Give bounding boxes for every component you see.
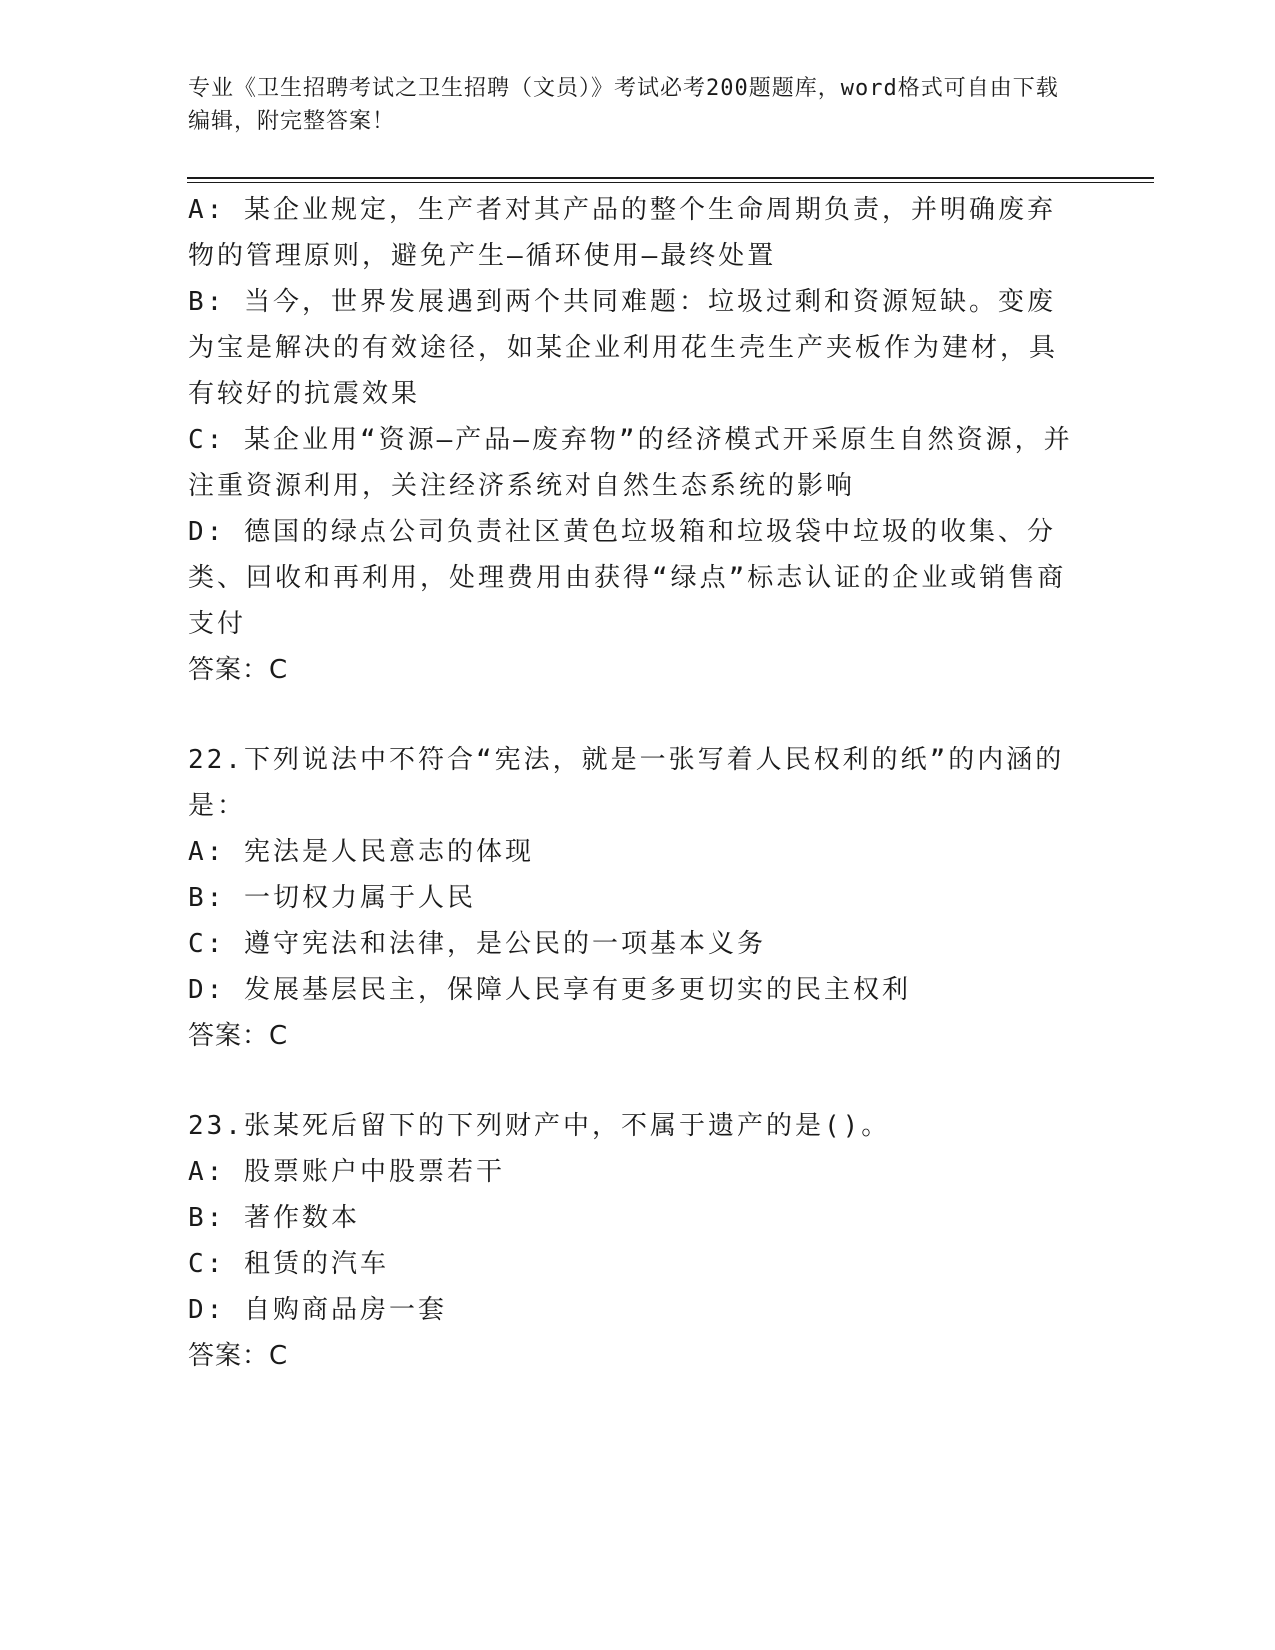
page-header: 专业《卫生招聘考试之卫生招聘（文员）》考试必考200题题库，word格式可自由下载编辑，附完整答案！ <box>188 76 1059 134</box>
document-body <box>188 187 1078 1379</box>
spacer <box>188 1059 1078 1103</box>
spacer <box>188 693 1078 737</box>
option-b: B: 著作数本 <box>188 1203 360 1233</box>
question-22-block <box>188 737 1078 1059</box>
option-c: C: 租赁的汽车 <box>188 1249 389 1279</box>
option-a: A: 某企业规定，生产者对其产品的整个生命周期负责，并明确废弃物的管理原则，避免产生—循环使用—最终处置 <box>188 195 1056 271</box>
option-b: B: 当今，世界发展遇到两个共同难题：垃圾过剩和资源短缺。变废为宝是解决的有效途径，如某企业利用花生壳生产夹板作为建材，具有较好的抗震效果 <box>188 287 1059 409</box>
option-d: D: 自购商品房一套 <box>188 1295 447 1325</box>
continued-question-block <box>188 187 1078 693</box>
option-c: C: 某企业用“资源—产品—废弃物”的经济模式开采原生自然资源，并注重资源利用，关注经济系统对自然生态系统的影响 <box>188 425 1073 501</box>
header-rule-thick <box>187 177 1154 179</box>
question-text: 23.张某死后留下的下列财产中，不属于遗产的是()。 <box>188 1111 891 1141</box>
answer: 答案：C <box>188 655 289 685</box>
answer: 答案：C <box>188 1341 289 1371</box>
option-b: B: 一切权力属于人民 <box>188 883 476 913</box>
question-23-block <box>188 1103 1078 1379</box>
option-d: D: 发展基层民主，保障人民享有更多更切实的民主权利 <box>188 975 911 1005</box>
answer: 答案：C <box>188 1021 289 1051</box>
header-rule-thin <box>187 182 1154 183</box>
option-a: A: 股票账户中股票若干 <box>188 1157 505 1187</box>
option-a: A: 宪法是人民意志的体现 <box>188 837 534 867</box>
option-c: C: 遵守宪法和法律，是公民的一项基本义务 <box>188 929 766 959</box>
option-d: D: 德国的绿点公司负责社区黄色垃圾箱和垃圾袋中垃圾的收集、分类、回收和再利用，处理费用由获得“绿点”标志认证的企业或销售商支付 <box>188 517 1067 639</box>
question-text: 22.下列说法中不符合“宪法，就是一张写着人民权利的纸”的内涵的是： <box>188 745 1065 821</box>
